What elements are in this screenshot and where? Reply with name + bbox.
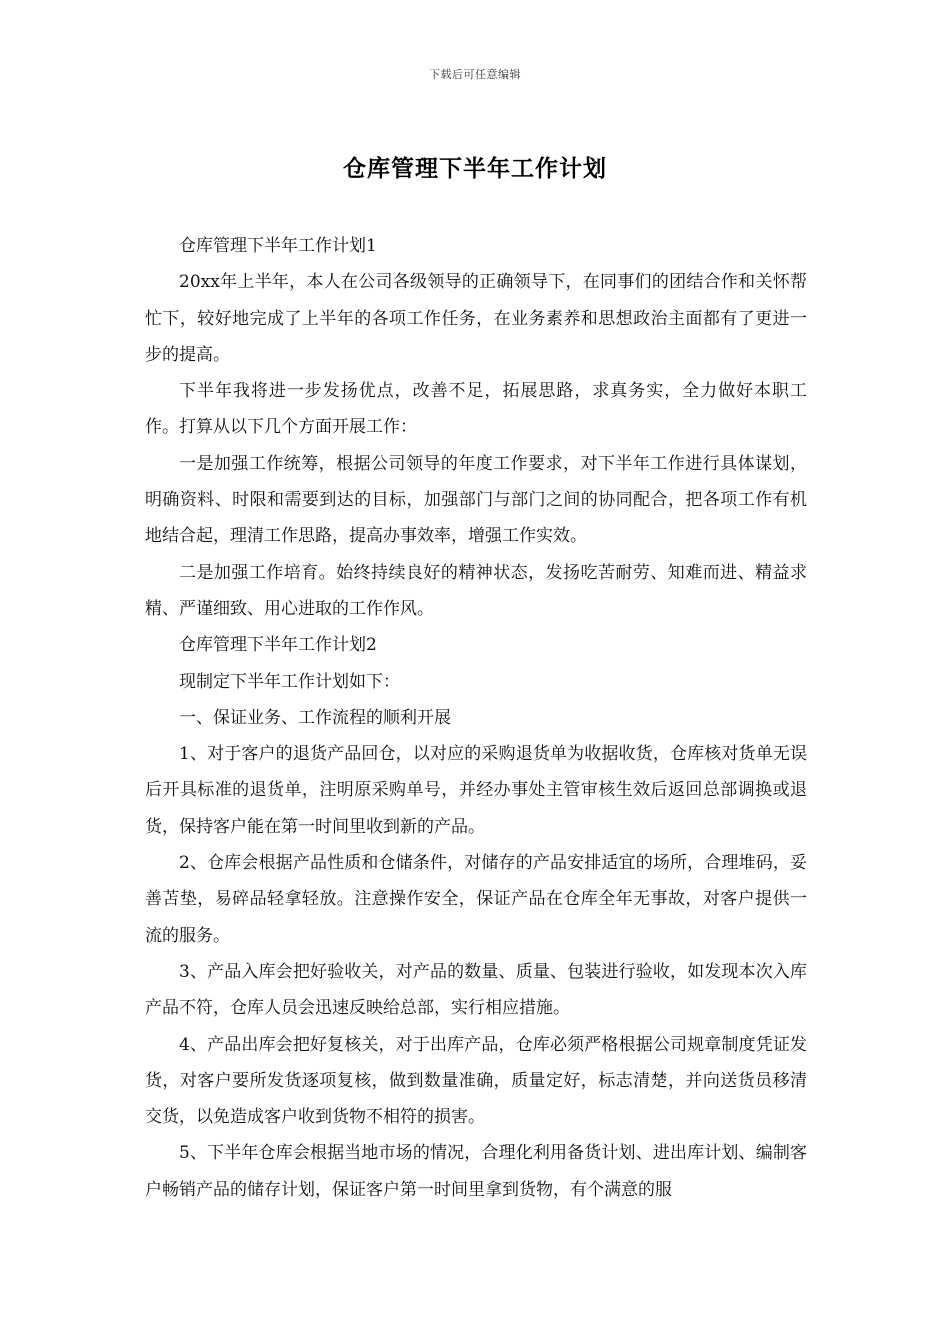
body-paragraph: 二是加强工作培育。始终持续良好的精神状态，发扬吃苦耐劳、知难而进、精益求精、严谨细致、用心进取的工作作风。 [145,562,807,619]
document-title: 仓库管理下半年工作计划 [343,155,607,182]
document-body [145,228,807,1208]
body-paragraph: 一是加强工作统筹，根据公司领导的年度工作要求，对下半年工作进行具体谋划，明确资料、时限和需要到达的目标，加强部门与部门之间的协同配合，把各项工作有机地结合起，理清工作思路，提高办事效率，增强工作实效。 [145,453,807,547]
body-paragraph: 现制定下半年工作计划如下： [179,671,400,692]
list-item: 3、产品入库会把好验收关，对产品的数量、质量、包装进行验收，如发现本次入库产品不符，仓库人员会迅速反映给总部，实行相应措施。 [145,961,807,1019]
list-item: 5、下半年仓库会根据当地市场的情况，合理化利用备货计划、进出库计划、编制客户畅销产品的储存计划，保证客户第一时间里拿到货物，有个满意的服 [145,1143,807,1200]
subsection-heading: 一、保证业务、工作流程的顺利开展 [179,707,451,728]
section-heading-plan-1: 仓库管理下半年工作计划1 [179,236,377,256]
list-item: 1、对于客户的退货产品回仓，以对应的采购退货单为收据收货，仓库核对货单无误后开具标准的退货单，注明原采购单号，并经办事处主管审核生效后返回总部调换或退货，保持客户能在第一时间里收到新的产品。 [145,744,807,837]
list-item: 4、产品出库会把好复核关，对于出库产品，仓库必须严格根据公司规章制度凭证发货，对客户要所发货逐项复核，做到数量准确，质量定好，标志清楚，并向送货员移清交货，以免造成客户收到货物不相符的损害。 [145,1034,807,1128]
list-item: 2、仓库会根据产品性质和仓储条件，对储存的产品安排适宜的场所，合理堆码，妥善苫垫，易碎品轻拿轻放。注意操作安全，保证产品在仓库全年无事故，对客户提供一流的服务。 [145,853,807,946]
header-note: 下载后可任意编辑 [429,68,521,81]
body-paragraph: 下半年我将进一步发扬优点，改善不足，拓展思路，求真务实，全力做好本职工作。打算从以下几个方面开展工作： [145,381,807,438]
body-paragraph: 20xx年上半年，本人在公司各级领导的正确领导下，在同事们的团结合作和关怀帮忙下，较好地完成了上半年的各项工作任务，在业务素养和思想政治主面都有了更进一步的提高。 [145,272,807,365]
section-heading-plan-2: 仓库管理下半年工作计划2 [179,635,377,656]
